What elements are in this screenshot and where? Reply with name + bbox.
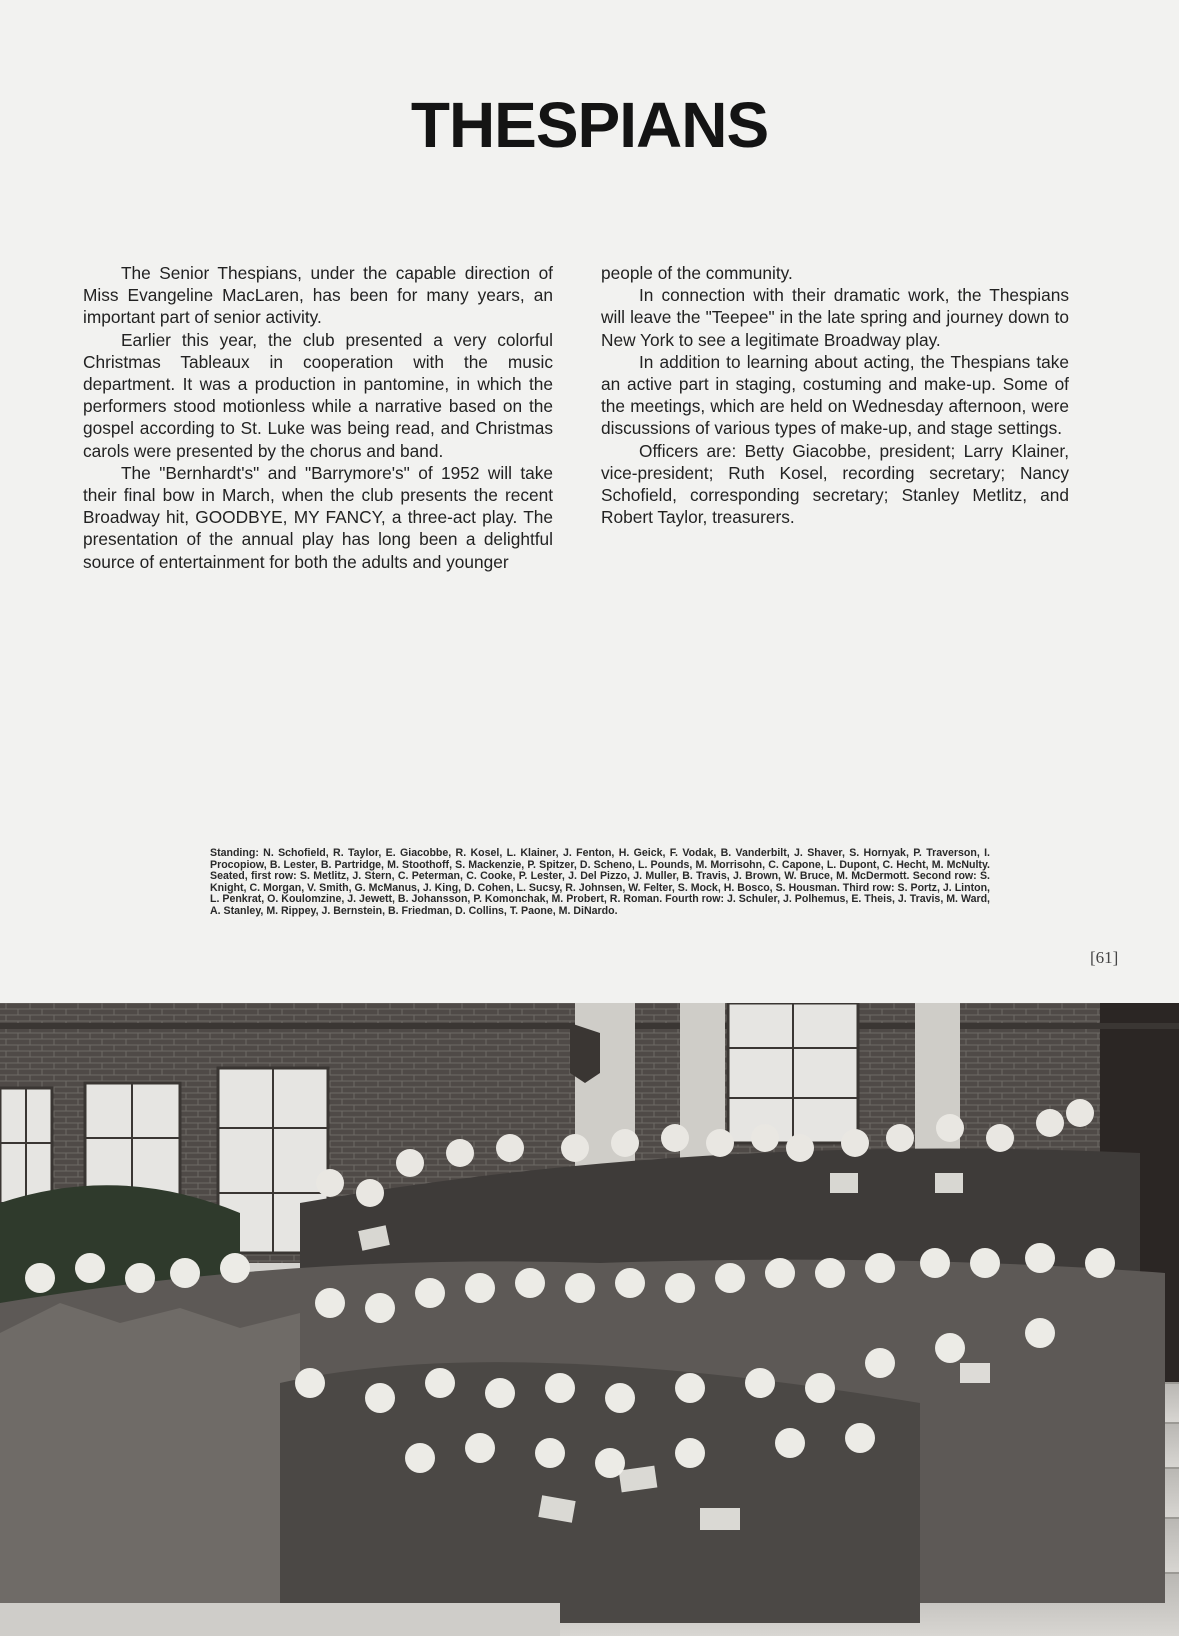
group-photo-illustration (0, 1003, 1179, 1636)
students-front-group (0, 1260, 1165, 1623)
paragraph: Officers are: Betty Giacobbe, president; Larry Klainer, vice-president; Ruth Kosel, recording secretary; Nancy Schofield, corresponding secretary; Stanley Metlitz, and Robert Taylor, treasurers. (601, 440, 1069, 528)
paragraph: Earlier this year, the club presented a very colorful Christmas Tableaux in cooperation with the music department. It was a production in pantomine, in which the performers stood motionless while a narrative based on the gospel according to St. Luke was being read, and Christmas carols were presented by the chorus and band. (83, 329, 553, 461)
paragraph: In connection with their dramatic work, the Thespians will leave the "Teepee" in the late spring and journey down to New York to see a legitimate Broadway play. (601, 285, 1069, 350)
right-text-column (601, 262, 1069, 528)
ground (0, 1603, 560, 1636)
page-number: [61] (1090, 948, 1119, 967)
lantern (570, 1023, 600, 1083)
paragraph: The "Bernhardt's" and "Barrymore's" of 1952 will take their final bow in March, when the club presents the recent Broadway hit, GOODBYE, MY FANCY, a three-act play. The presentation of the annual play has long been a delightful source of entertainment for both the adults and younger (83, 462, 553, 572)
paragraph: In addition to learning about acting, the Thespians take an active part in staging, costuming and make-up. Some of the meetings, which are held on Wednesday afternoon, were discussions of various types of make-up, and stage settings. (601, 351, 1069, 439)
photo-caption: Standing: N. Schofield, R. Taylor, E. Giacobbe, R. Kosel, L. Klainer, J. Fenton, H. Geick, F. Vodak, B. Vanderbilt, J. Shaver, S. Hornyak, P. Traverson, I. Procopiow, B. Lester, B. Partridge, M. Stoothoff, S. Mackenzie, P. Spitzer, D. Scheno, L. Pounds, M. Morrisohn, C. Capone, L. Dupont, C. Hecht, M. McNulty. Seated, first row: S. Metlitz, J. Stern, C. Peterman, C. Cooke, P. Lester, J. Del Pizzo, J. Muller, B. Travis, J. Brown, W. Bruce, M. McDermott. Second row: S. Knight, C. Morgan, V. Smith, G. McManus, J. King, D. Cohen, L. Sucsy, R. Johnsen, W. Felter, S. Mock, H. Bosco, S. Housman. Third row: S. Portz, J. Linton, L. Penkrat, O. Koulomzine, J. Jewett, B. Johansson, P. Komonchak, M. Probert, R. Roman. Fourth row: J. Schuler, J. Polhemus, E. Theis, J. Travis, M. Ward, A. Stanley, M. Rippey, J. Bernstein, B. Friedman, D. Collins, T. Paone, M. DiNardo. (210, 847, 990, 917)
paragraph: people of the community. (601, 263, 793, 283)
left-text-column (83, 262, 553, 573)
group-photo (0, 1003, 1179, 1636)
paragraph: The Senior Thespians, under the capable direction of Miss Evangeline MacLaren, has been for many years, an important part of senior activity. (83, 263, 553, 328)
page-title: THESPIANS (410, 89, 769, 161)
